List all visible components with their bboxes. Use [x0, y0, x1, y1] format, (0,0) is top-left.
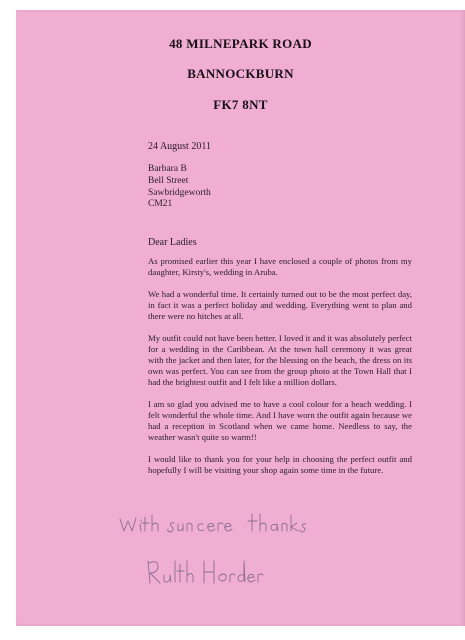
handwritten-closing [114, 509, 314, 537]
letter-page [16, 10, 465, 626]
body-paragraph: As promised earlier this year I have enclosed a couple of photos from my daughter, Kirsty's, wedding in Aruba. [148, 256, 412, 277]
handwritten-signature [144, 555, 264, 589]
sender-address-town: BANNOCKBURN [187, 66, 294, 81]
letter-date: 24 August 2011 [148, 141, 211, 152]
recipient-postcode: CM21 [148, 199, 173, 210]
letter-body [148, 256, 412, 487]
recipient-address [148, 164, 211, 211]
recipient-street: Bell Street [148, 175, 189, 186]
recipient-town: Sawbridgeworth [148, 187, 211, 198]
body-paragraph: I am so glad you advised me to have a cool colour for a beach wedding. I felt wonderful the whole time. And I have worn the outfit again because we had a reception in Scotland when we came home. Needless to say, the weather wasn't quite so warm!! [148, 399, 412, 442]
body-paragraph: We had a wonderful time. It certainly turned out to be the most perfect day, in fact it was a perfect holiday and wedding. Everything went to plan and there were no hitches at all. [148, 289, 412, 321]
recipient-name: Barbara B [148, 164, 187, 174]
salutation: Dear Ladies [148, 237, 197, 248]
sender-address-street: 48 MILNEPARK ROAD [169, 36, 312, 51]
sender-address-postcode: FK7 8NT [213, 97, 268, 112]
body-paragraph: My outfit could not have been better. I loved it and it was absolutely perfect for a wedding in the Caribbean. At the town hall ceremony it was great with the jacket and then later, for the blessing on the beach, the dress on its own was perfect. You can see from the group photo at the Town Hall that I had the brightest outfit and I felt like a million dollars. [148, 333, 412, 387]
body-paragraph: I would like to thank you for your help in choosing the perfect outfit and hopefully I will be visiting your shop again some time in the future. [148, 454, 412, 475]
